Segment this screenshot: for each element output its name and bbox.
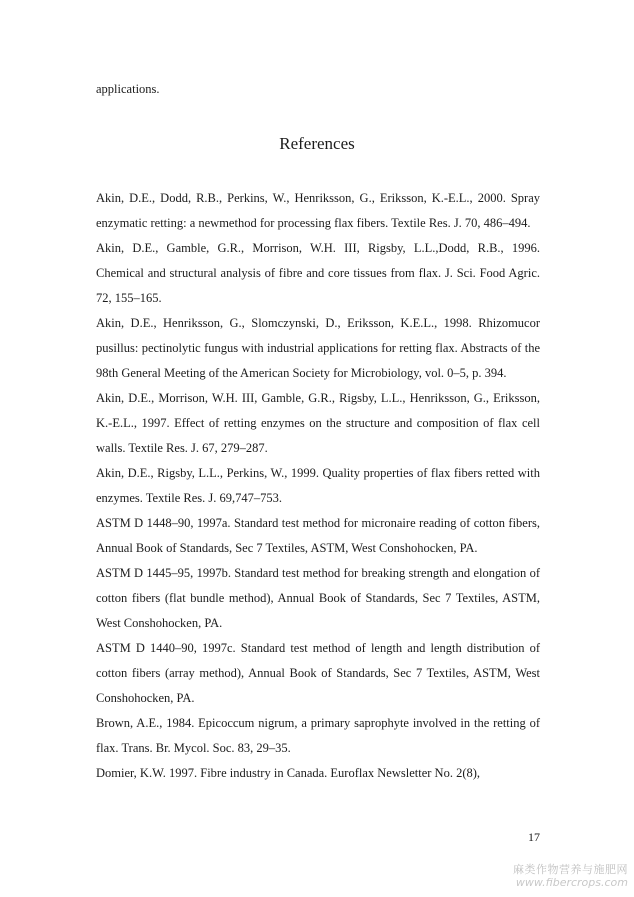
reference-entry: Domier, K.W. 1997. Fibre industry in Canada. Euroflax Newsletter No. 2(8), [96,766,481,780]
watermark-chinese-text: 麻类作物营养与施肥网 [513,863,628,876]
reference-list [96,186,540,786]
watermark-url: www.fibercrops.com [515,876,628,889]
reference-entry: ASTM D 1448–90, 1997a. Standard test method for micronaire reading of cotton fibers, Annual Book of Standards, Sec 7 Textiles, ASTM, West Conshohocken, PA. [96,516,540,555]
reference-entry: Akin, D.E., Gamble, G.R., Morrison, W.H. III, Rigsby, L.L.,Dodd, R.B., 1996. Chemical and structural analysis of fibre and core tissues from flax. J. Sci. Food Agric. 72, 155–165. [96,241,540,305]
reference-entry: ASTM D 1445–95, 1997b. Standard test method for breaking strength and elongation of cotton fibers (flat bundle method), Annual Book of Standards, Sec 7 Textiles, ASTM, West Conshohocken, PA. [96,566,540,630]
references-heading: References [279,134,355,153]
reference-entry: Akin, D.E., Henriksson, G., Slomczynski, D., Eriksson, K.E.L., 1998. Rhizomucor pusillus: pectinolytic fungus with industrial applications for retting flax. Abstracts of the 98th General Meeting of the American Society for Microbiology, vol. 0–5, p. 394. [96,316,540,380]
page-number: 17 [528,830,540,844]
reference-entry: Akin, D.E., Morrison, W.H. III, Gamble, G.R., Rigsby, L.L., Henriksson, G., Eriksson, K.-E.L., 1997. Effect of retting enzymes on the structure and composition of flax cell walls. Textile Res. J. 67, 279–287. [96,391,540,455]
continued-text: applications. [96,82,160,96]
reference-entry: ASTM D 1440–90, 1997c. Standard test method of length and length distribution of cotton fibers (array method), Annual Book of Standards, Sec 7 Textiles, ASTM, West Conshohocken, PA. [96,641,540,705]
site-watermark [513,863,628,889]
reference-entry: Brown, A.E., 1984. Epicoccum nigrum, a primary saprophyte involved in the retting of flax. Trans. Br. Mycol. Soc. 83, 29–35. [96,716,540,755]
reference-entry: Akin, D.E., Rigsby, L.L., Perkins, W., 1999. Quality properties of flax fibers retted with enzymes. Textile Res. J. 69,747–753. [96,466,540,505]
reference-entry: Akin, D.E., Dodd, R.B., Perkins, W., Henriksson, G., Eriksson, K.-E.L., 2000. Spray enzymatic retting: a newmethod for processing flax fibers. Textile Res. J. 70, 486–494. [96,191,540,230]
